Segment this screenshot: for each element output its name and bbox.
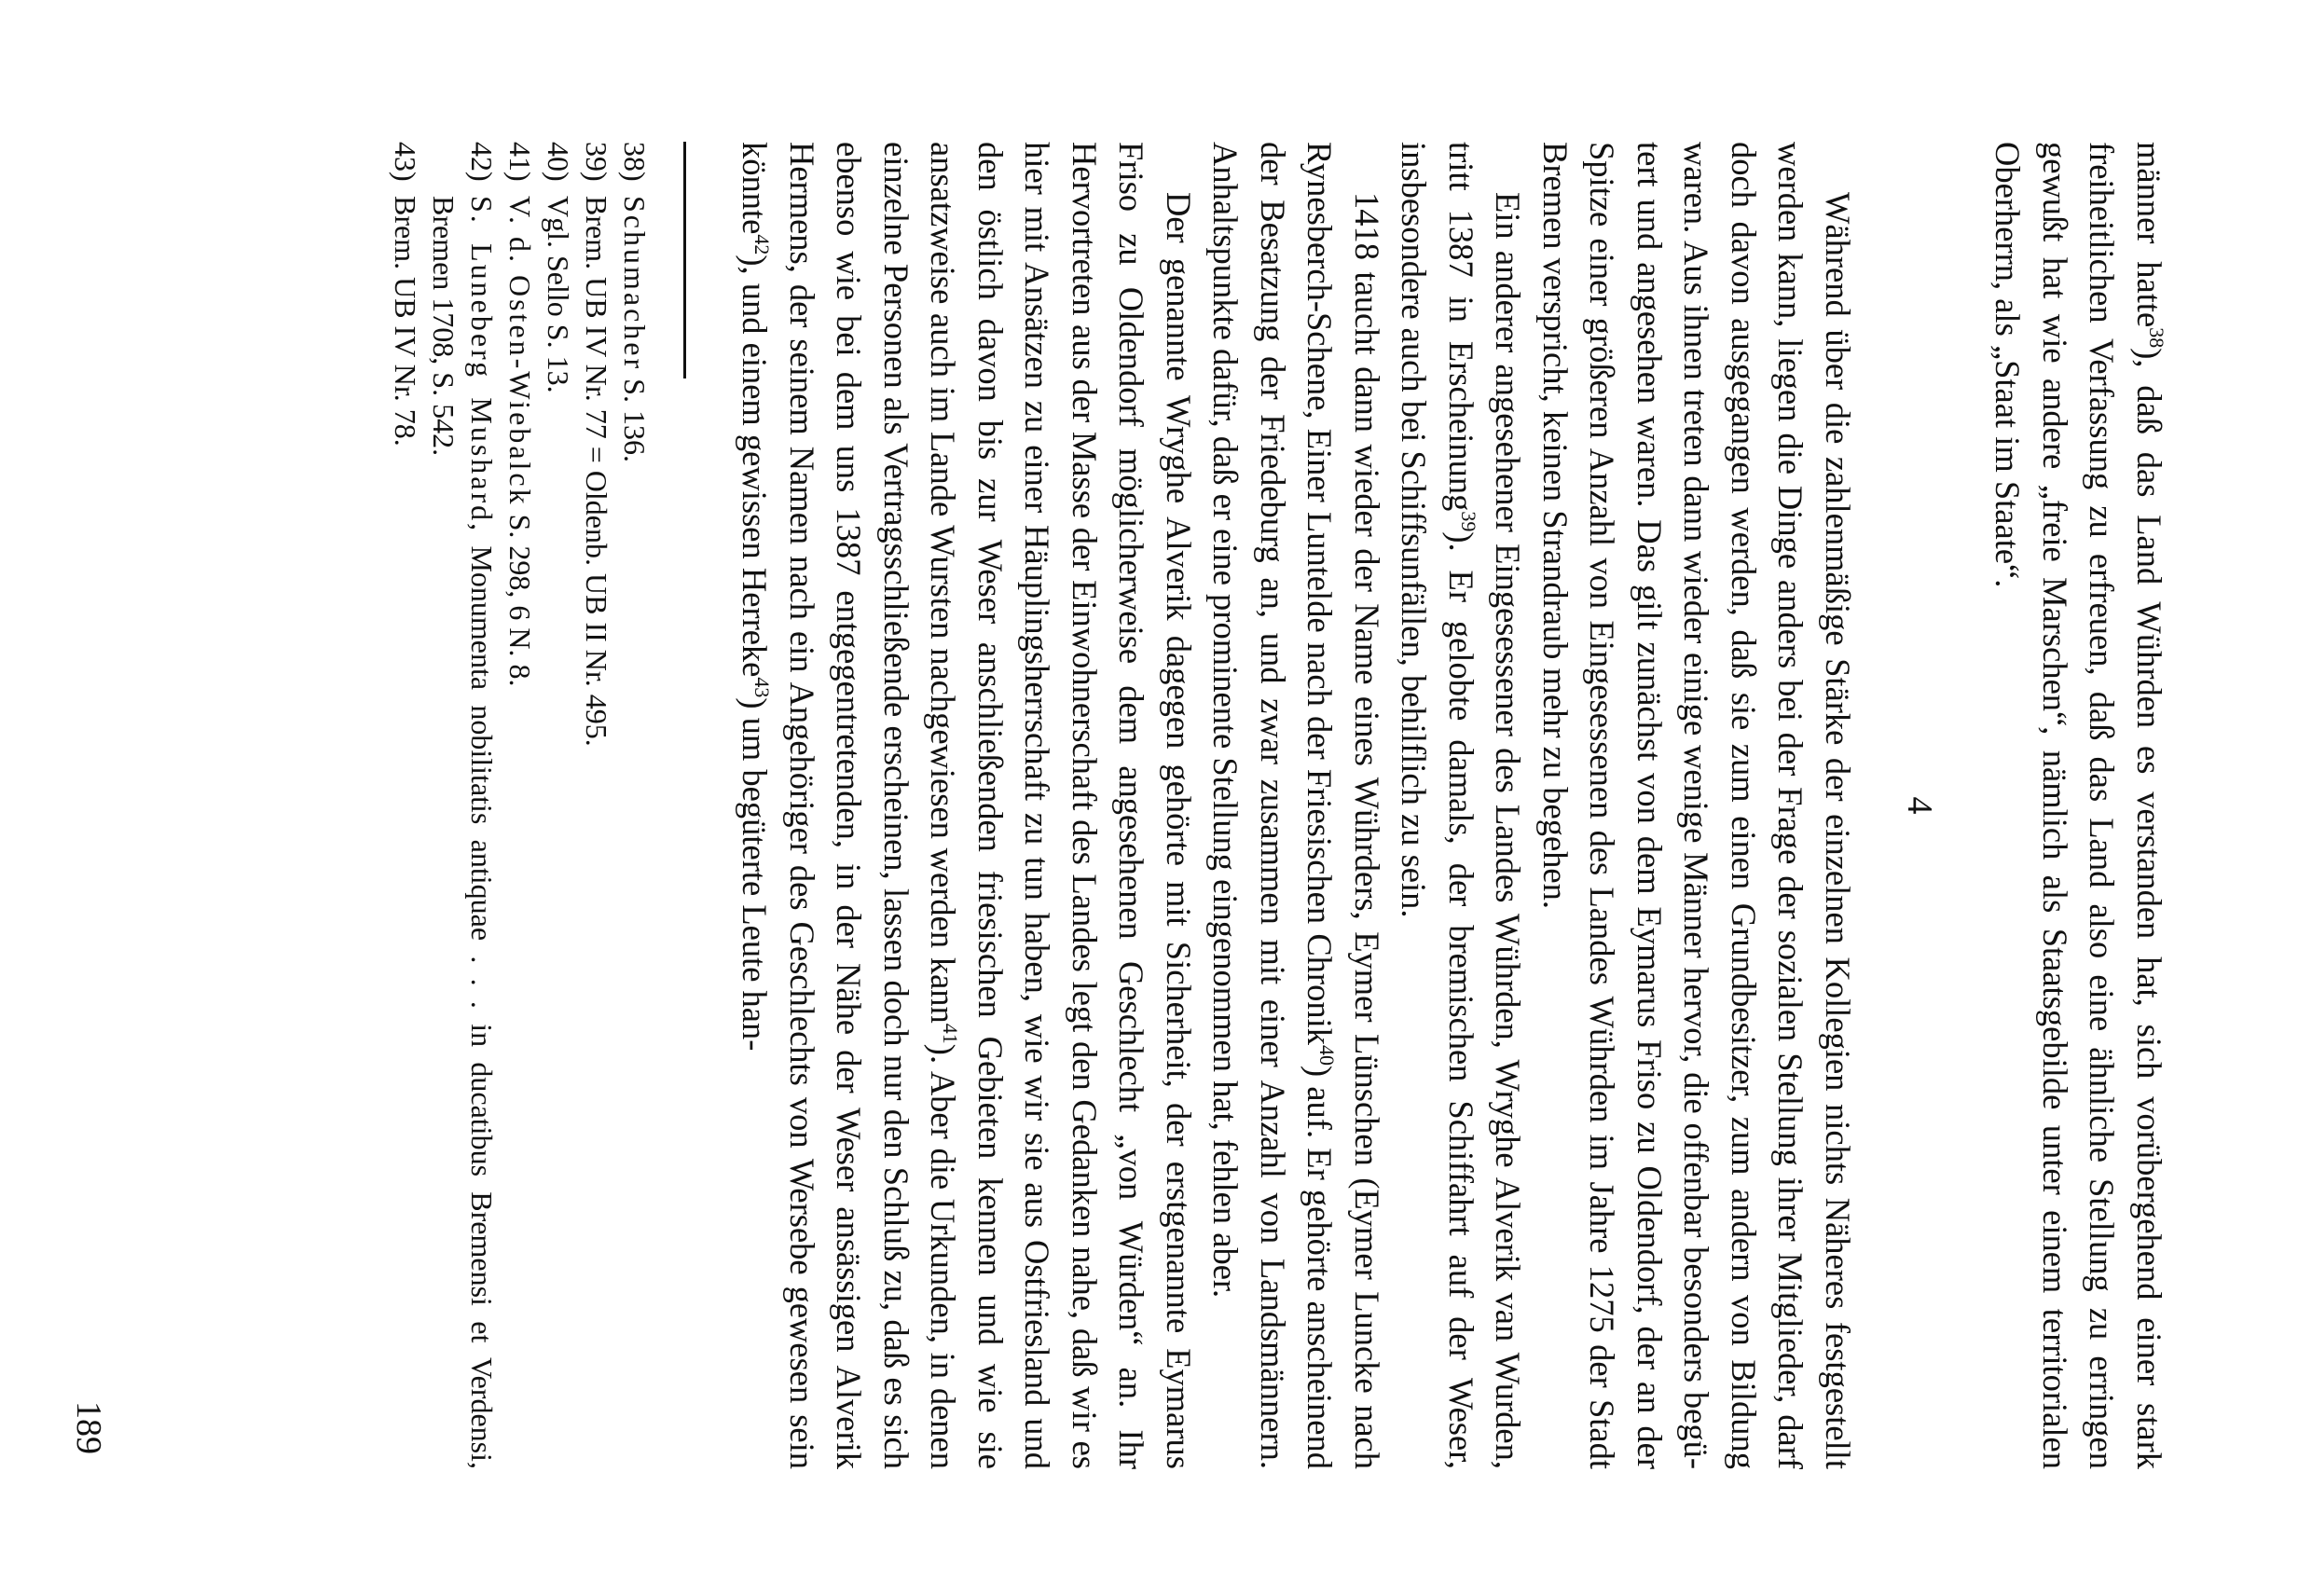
footnote-list <box>386 142 654 1469</box>
paragraph-haeuplingsherrschaft: Der genannte Wryghe Alverik dagegen gehörte mit Sicherheit, der erstgenannte Eymarus Friso zu Oldendorf möglicherweise dem angesehenen Geschlecht „von Würden“ an. Ihr Hervortreten aus der Masse der Einwohnerschaft des Landes legt den Gedanken nahe, daß wir es hier mit Ansätzen zu einer Häuplingsherrschaft zu tun haben, wie wir sie aus Ostfriesland und den östlich davon bis zur Weser anschließenden friesischen Gebieten kennen und wie sie ansatzweise auch im Lande Wursten nachgewiesen werden kann$^{41}$). Aber die Urkunden, in denen einzelne Personen als Vertragsschließende erscheinen, lassen doch nur den Schluß zu, daß es sich ebenso wie bei dem uns 1387 entgegentretenden, in der Nähe der Weser ansässigen Alverik Hermens, der seinem Namen nach ein Angehöriger des Geschlechts von Wersebe gewesen sein könnte$^{42}$), und einem gewissen Herreke$^{43}$) um begüterte Leute han- <box>736 142 1198 1469</box>
footnote-ref-38: 38 <box>2145 327 2169 349</box>
paragraph-kollegien: Während über die zahlenmäßige Stärke der einzelnen Kollegien nichts Näheres festgestellt werden kann, liegen die Dinge anders bei der Frage der sozialen Stellung ihrer Mitglieder, darf doch davon ausgegangen werden, daß sie zum einen Grundbesitzer, zum andern von Bildung waren. Aus ihnen treten dann wieder einige wenige Männer hervor, die offenbar besonders begütert und angesehen waren. Das gilt zunächst von dem Eymarus Friso zu Oldendorf, der an der Spitze einer größeren Anzahl von Eingesessenen des Landes Wührden im Jahre 1275 der Stadt Bremen verspricht, keinen Strandraub mehr zu begehen. <box>1536 142 1857 1469</box>
footnote-43: 43) Brem. UB IV Nr. 78. <box>389 142 422 447</box>
document-page <box>65 142 2172 1469</box>
footnote-ref-43: 43 <box>750 677 775 698</box>
paragraph-wryghe-alverik: Ein anderer angesehener Eingesessener des Landes Wührden, Wryghe Alverik van Wurden, tritt 1387 in Erscheinung$^{39}$). Er gelobte damals, der bremischen Schiffahrt auf der Weser, insbesondere auch bei Schiffsunfällen, behilflich zu sein. <box>1395 142 1528 1469</box>
footnote-divider <box>683 142 686 378</box>
section-number: 4 <box>1900 796 1939 815</box>
footnote-ref-39: 39 <box>1457 511 1481 532</box>
footnote-40: 40) Vgl. Sello S. 13. <box>542 142 575 393</box>
footnote-38: 38) Schumacher S. 136. <box>618 142 652 462</box>
paragraph-continuation: männer hatte$^{38}$), daß das Land Wührden es verstanden hat, sich vorübergehend einer stark freiheitlichen Verfassung zu erfreuen, daß das Land also eine ähnliche Stellung zu erringen gewußt hat wie andere „freie Marschen“, nämlich als Staatsgebilde unter einem territorialen Oberherrn, als „Staat im Staate“. <box>1989 142 2169 1469</box>
footnote-41: 41) V. d. Osten-Wiebalck S. 298, 6 N. 8. <box>503 142 537 687</box>
page-number: 189 <box>69 1401 108 1454</box>
footnote-42: 42) S. Luneberg Mushard, Monumenta nobilitatis antiquae . . . in ducatibus Bremensi et Verdensi, Bremen 1708, S. 542. <box>427 142 499 1470</box>
footnote-ref-42: 42 <box>750 234 775 255</box>
footnote-39: 39) Brem. UB IV Nr. 77 = Oldenb. UB II Nr. 495. <box>580 142 613 747</box>
footnote-ref-41: 41 <box>939 1023 963 1044</box>
paragraph-eymer-luenschen: 1418 taucht dann wieder der Name eines Wührders, Eymer Lünschen (Eymer Luncke nach Rynesberch-Schene, Einer Luntelde nach der Friesischen Chronik$^{40}$) auf. Er gehörte anscheinend der Besatzung der Friedeburg an, und zwar zusammen mit einer Anzahl von Landsmännern. Anhaltspunkte dafür, daß er eine prominente Stellung eingenommen hat, fehlen aber. <box>1206 142 1386 1469</box>
footnote-ref-40: 40 <box>1315 1044 1340 1066</box>
